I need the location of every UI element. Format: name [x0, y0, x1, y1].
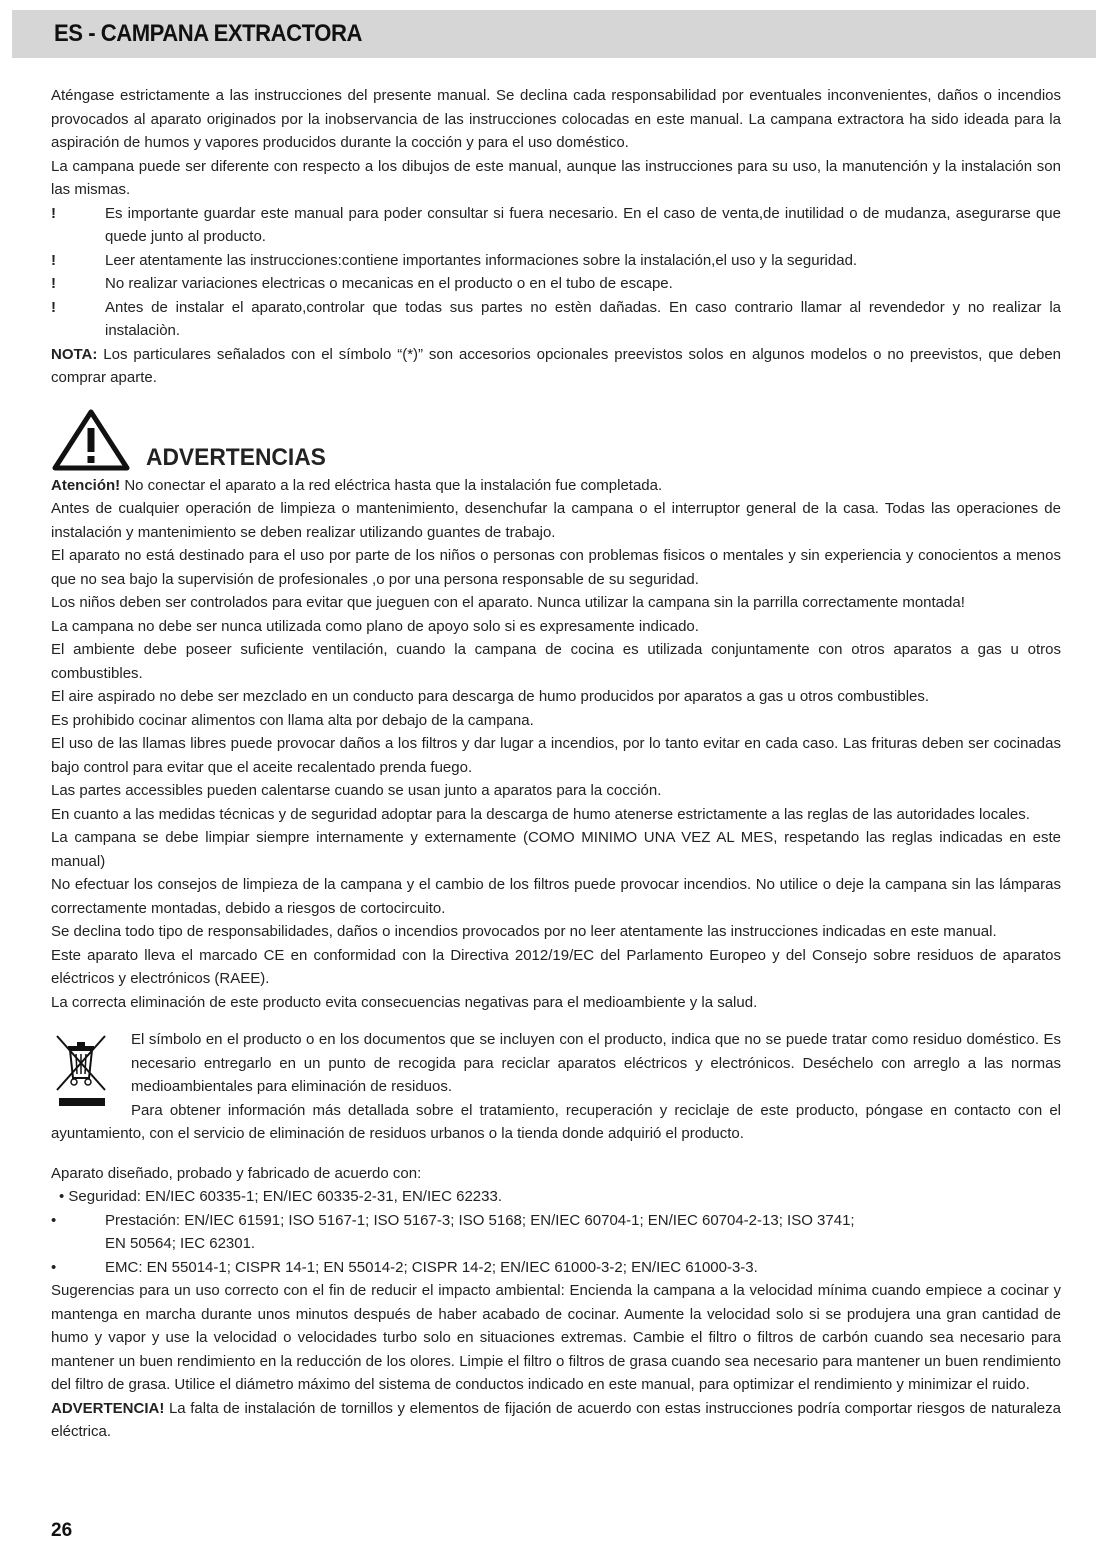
- standard-safety: • Seguridad: EN/IEC 60335-1; EN/IEC 60335-2-31, EN/IEC 62233.: [59, 1188, 502, 1205]
- warning-paragraph: El ambiente debe poseer suficiente ventilación, cuando la campana de cocina es utilizada conjuntamente con otros aparatos a gas u otros combustibles.: [51, 641, 1061, 682]
- standards-intro: Aparato diseñado, probado y fabricado de acuerdo con:: [51, 1164, 422, 1182]
- note-bullet-text: Antes de instalar el aparato,controlar que todas sus partes no estèn dañadas. En caso contrario llamar al revendedor y no realizar la instalaciòn.: [105, 298, 1061, 339]
- nota-label: NOTA:: [51, 345, 98, 363]
- standard-performance-cont: EN 50564; IEC 62301.: [105, 1235, 256, 1252]
- warning-triangle-icon: [51, 408, 131, 472]
- advertencia-text: La falta de instalación de tornillos y elementos de fijación de acuerdo con estas instrucciones podría comportar riesgos de naturaleza eléctrica.: [51, 1399, 1061, 1440]
- intro-paragraph: La campana puede ser diferente con respecto a los dibujos de este manual, aunque las instrucciones para su uso, la manutención y la instalación son las mismas.: [51, 157, 1061, 198]
- warning-paragraph: El aire aspirado no debe ser mezclado en un conducto para descarga de humo producidos por aparatos a gas u otros combustibles.: [51, 688, 930, 705]
- exclamation-mark: !: [51, 251, 56, 269]
- warning-paragraph: La campana se debe limpiar siempre internamente y externamente (COMO MINIMO UNA VEZ AL MES, respetando las reglas indicadas en este manual): [51, 829, 1061, 870]
- note-bullet: [51, 296, 1061, 343]
- weee-section: [51, 1028, 1061, 1099]
- advertencia-label: ADVERTENCIA!: [51, 1399, 165, 1417]
- bullet-dot: •: [51, 1211, 57, 1229]
- warnings-title: ADVERTENCIAS: [146, 443, 326, 471]
- exclamation-mark: !: [51, 298, 56, 316]
- warning-paragraph: El aparato no está destinado para el uso por parte de los niños o personas con problemas fisicos o mentales y sin experiencia y conocientos a menos que no sea bajo la supervisión de profesionales ,o por una persona responsable de su seguridad.: [51, 547, 1061, 588]
- note-bullet-text: Leer atentamente las instrucciones:contiene importantes informaciones sobre la instalación,el uso y la seguridad.: [105, 251, 858, 269]
- standard-emc-text: EMC: EN 55014-1; CISPR 14-1; EN 55014-2; CISPR 14-2; EN/IEC 61000-3-2; EN/IEC 61000-3-3.: [105, 1258, 758, 1276]
- warning-paragraph: Se declina todo tipo de responsabilidades, daños o incendios provocados por no leer atentamente las instrucciones indicadas en este manual.: [51, 923, 997, 940]
- page-number: 26: [51, 1520, 73, 1541]
- warning-paragraph: En cuanto a las medidas técnicas y de seguridad adoptar para la descarga de humo atenerse estrictamente a las reglas de las autoridades locales.: [51, 805, 1030, 823]
- warning-paragraph: Este aparato lleva el marcado CE en conformidad con la Directiva 2012/19/EC del Parlamento Europeo y del Consejo sobre residuos de aparatos eléctricos y electrónicos (RAEE).: [51, 946, 1061, 987]
- warning-paragraph: Antes de cualquier operación de limpieza o mantenimiento, desenchufar la campana o el interruptor general de la casa. Todas las operaciones de instalación y mantenimiento se deben realizar utilizando guantes de trabajo.: [51, 500, 1061, 541]
- nota-text: Los particulares señalados con el símbolo “(*)” son accesorios opcionales preevistos solos en algunos modelos o no preevistos, que deben comprar aparte.: [51, 345, 1061, 386]
- suggestions-paragraph: Sugerencias para un uso correcto con el fin de reducir el impacto ambiental: Encienda la campana a la velocidad mínima cuando empiece a cocinar y mantenga en marcha durante unos minutos después de haber acabado de cocinar. Aumente la velocidad solo si se produjera una gran cantidad de humo y vapor y use la velocidad o velocidades turbo solo en situaciones extremas. Cambie el filtro o filtros de carbón cuando sea necesario para mantener un buen rendimiento en la reducción de los olores. Limpie el filtro o filtros de grasa cuando sea necesario para mantener un buen rendimiento del filtro de grasa. Utilice el diámetro máximo del sistema de conductos indicado en este manual, para optimizar el rendimiento y minimizar el ruido.: [51, 1282, 1061, 1393]
- intro-paragraph: Aténgase estrictamente a las instrucciones del presente manual. Se declina cada responsabilidad por eventuales inconvenientes, daños o incendios provocados al aparato originados por la inobservancia de las instrucciones colocadas en este manual. La campana extractora ha sido ideada para la aspiración de humos y vapores producidos durante la cocción y para el uso doméstico.: [51, 87, 1061, 151]
- standard-performance: [51, 1209, 1061, 1233]
- warning-paragraph: Es prohibido cocinar alimentos con llama alta por debajo de la campana.: [51, 711, 534, 729]
- standard-performance-text: Prestación: EN/IEC 61591; ISO 5167-1; ISO 5167-3; ISO 5168; EN/IEC 60704-1; EN/IEC 60704-2-13; ISO 3741;: [105, 1211, 855, 1229]
- bullet-dot: •: [51, 1258, 57, 1276]
- exclamation-mark: !: [51, 275, 56, 292]
- atencion-label: Atención!: [51, 476, 121, 494]
- crossed-bin-icon: [55, 1032, 111, 1112]
- warning-paragraph: La campana no debe ser nunca utilizada como plano de apoyo solo si es expresamente indicado.: [51, 617, 699, 635]
- atencion-paragraph: [51, 474, 1061, 498]
- document-body: [51, 84, 1061, 1444]
- warnings-heading: [51, 408, 1061, 474]
- exclamation-mark: !: [51, 204, 56, 222]
- atencion-text: No conectar el aparato a la red eléctrica hasta que la instalación fue completada.: [120, 476, 663, 494]
- standard-emc: [51, 1256, 1061, 1280]
- note-bullet-text: Es importante guardar este manual para poder consultar si fuera necesario. En el caso de venta,de inutilidad o de mudanza, asegurarse que quede junto al producto.: [105, 204, 1061, 245]
- warning-paragraph: La correcta eliminación de este producto evita consecuencias negativas para el medioambiente y la salud.: [51, 993, 758, 1011]
- weee-paragraph: El símbolo en el producto o en los documentos que se incluyen con el producto, indica que no se puede tratar como residuo doméstico. Es necesario entregarlo en un punto de recogida para reciclar aparatos eléctricos y electrónicos. Deséchelo con arreglo a las normas medioambientales para eliminación de residuos.: [131, 1031, 1061, 1095]
- weee-paragraph: Para obtener información más detallada sobre el tratamiento, recuperación y reciclaje de este producto, póngase en contacto con el ayuntamiento, con el servicio de eliminación de residuos urbanos o la tienda donde adquirió el producto.: [51, 1101, 1061, 1142]
- note-bullet: [51, 202, 1061, 249]
- nota-paragraph: [51, 343, 1061, 390]
- warning-paragraph: Las partes accessibles pueden calentarse cuando se usan junto a aparatos para la cocción.: [51, 782, 662, 799]
- advertencia-paragraph: [51, 1397, 1061, 1444]
- warning-paragraph: No efectuar los consejos de limpieza de la campana y el cambio de los filtros puede provocar incendios. No utilice o deje la campana sin las lámparas correctamente montadas, debido a riesgos de cortocircuito.: [51, 876, 1061, 917]
- warning-paragraph: Los niños deben ser controlados para evitar que jueguen con el aparato. Nunca utilizar la campana sin la parrilla correctamente montada!: [51, 594, 965, 611]
- page-title: ES - CAMPANA EXTRACTORA: [54, 20, 362, 47]
- page-header: [12, 10, 1096, 58]
- note-bullet: [51, 272, 1061, 296]
- note-bullet: [51, 249, 1061, 273]
- note-bullet-text: No realizar variaciones electricas o mecanicas en el producto o en el tubo de escape.: [105, 275, 673, 292]
- warning-paragraph: El uso de las llamas libres puede provocar daños a los filtros y dar lugar a incendios, por lo tanto evitar en cada caso. Las frituras deben ser cocinadas bajo control para evitar que el aceite recalentado prenda fuego.: [51, 735, 1061, 776]
